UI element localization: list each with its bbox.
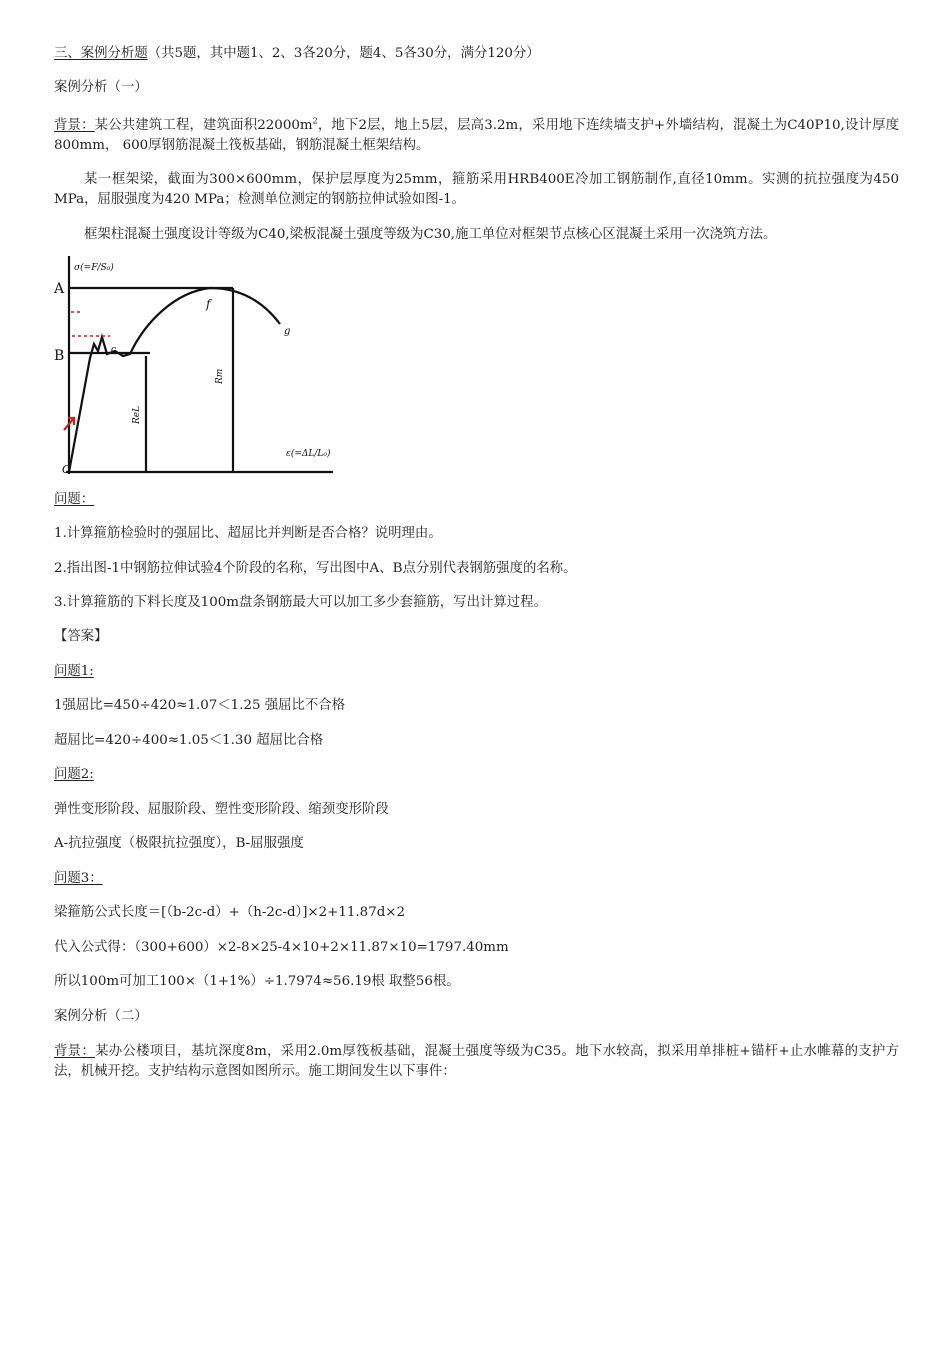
answer-3-line-2: 代入公式得：（300+600）×2-8×25-4×10+2×11.87×10=1797.40mm <box>54 940 509 955</box>
label-Rm: Rm <box>215 368 225 384</box>
label-g: g <box>284 326 291 337</box>
answer-1-line-1: 1强屈比=450÷420≈1.07＜1.25 强屈比不合格 <box>54 698 346 713</box>
question-2: 2.指出图-1中钢筋拉伸试验4个阶段的名称，写出图中A、B点分别代表钢筋强度的名称。 <box>54 561 577 576</box>
question-3: 3.计算箍筋的下料长度及100m盘条钢筋最大可以加工多少套箍筋，写出计算过程。 <box>54 595 547 610</box>
label-f: f <box>206 297 211 311</box>
stress-strain-figure <box>50 252 340 478</box>
case1-paragraph-beam: 某一框架梁，截面为300×600mm，保护层厚度为25mm，箍筋采用HRB400E冷加工钢筋制作,直径10mm。实测的抗拉强度为450 MPa，屈服强度为420 MPa；检测单位测定的钢筋拉伸试验如图-1。 <box>54 172 899 207</box>
section-title: 三、案例分析题（共5题，其中题1、2、3各20分，题4、5各30分，满分120分） <box>54 46 540 61</box>
stress-strain-curve <box>69 288 280 472</box>
answer-3-line-3: 所以100m可加工100×（1+1%）÷1.7974≈56.19根 取整56根。 <box>54 974 460 989</box>
case2-background-label: 背景： <box>54 1044 96 1059</box>
case2-title: 案例分析（二） <box>54 1009 148 1024</box>
label-c: c <box>111 345 117 355</box>
label-B: B <box>54 348 65 364</box>
case2-background: 背景：某办公楼项目，基坑深度8m，采用2.0m厚筏板基础，混凝土强度等级为C35。地下水较高，拟采用单排桩+锚杆+止水帷幕的支护方法，机械开挖。支护结构示意图如图所示。施工期间发生以下事件： <box>54 1044 900 1079</box>
answer-2-label: 问题2: <box>54 767 94 782</box>
answer-1-line-2: 超屈比=420÷400≈1.05＜1.30 超屈比合格 <box>54 733 324 748</box>
answer-1-label: 问题1: <box>54 664 94 679</box>
label-ReL: ReL <box>132 405 142 424</box>
answer-2-line-2: A-抗拉强度（极限抗拉强度），B-屈服强度 <box>54 836 304 851</box>
case1-title: 案例分析（一） <box>54 80 148 95</box>
answer-3-label: 问题3： <box>54 871 103 886</box>
y-axis-label: σ(=F/S₀) <box>74 263 114 273</box>
label-O: O <box>62 463 72 476</box>
case1-background: 背景：某公共建筑工程，建筑面积$22000m^2$，地下2层，地上5层，层高3.2m，采用地下连续墙支护+外墙结构，混凝土为C40P10,设计厚度800mm， 600厚钢筋混凝土筏板基础，钢筋混凝土框架结构。 <box>54 116 900 153</box>
answer-heading: 【答案】 <box>54 629 108 644</box>
x-axis-label: ε(=ΔL/L₀) <box>286 449 331 459</box>
background-label: 背景： <box>54 118 95 133</box>
questions-heading: 问题： <box>54 492 95 507</box>
case1-paragraph-column: 框架柱混凝土强度设计等级为C40,梁板混凝土强度等级为C30,施工单位对框架节点核心区混凝土采用一次浇筑方法。 <box>84 227 777 242</box>
label-A: A <box>54 281 65 297</box>
answer-2-line-1: 弹性变形阶段、屈服阶段、塑性变形阶段、缩颈变形阶段 <box>54 802 389 817</box>
question-1: 1.计算箍筋检验时的强屈比、超屈比并判断是否合格？说明理由。 <box>54 526 442 541</box>
answer-3-line-1: 梁箍筋公式长度＝[（b-2c-d）+（h-2c-d）]×2+11.87d×2 <box>54 905 406 920</box>
